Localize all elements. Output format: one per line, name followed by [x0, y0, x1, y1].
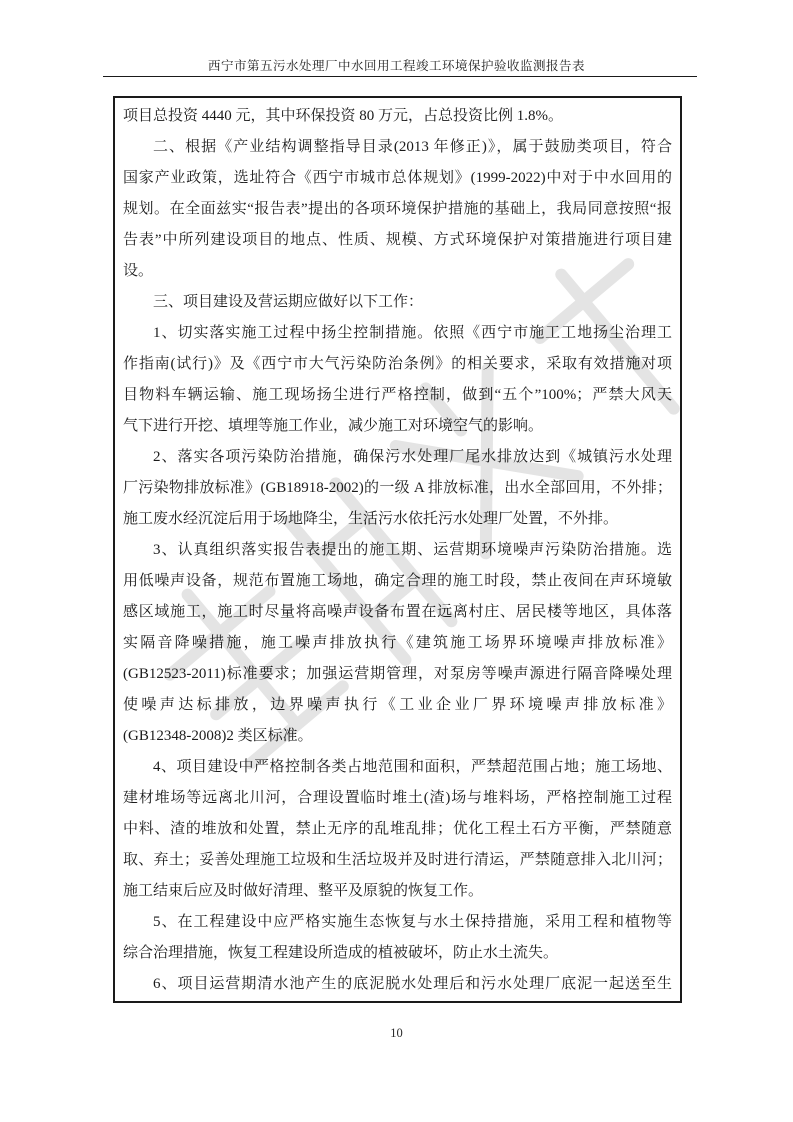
text-line: 使噪声达标排放，边界噪声执行《工业企业厂界环境噪声排放标准》 [123, 697, 672, 713]
text-line: 设。 [123, 263, 154, 279]
text-line: 项目总投资 4440 元，其中环保投资 80 万元，占总投资比例 1.8%。 [123, 108, 563, 124]
text-line: 国家产业政策，选址符合《西宁市城市总体规划》(1999-2022)中对于中水回用的 [123, 170, 672, 186]
text-line: 作指南(试行)》及《西宁市大气污染防治条例》的相关要求，采取有效措施对项 [123, 356, 672, 372]
text-line: 2、落实各项污染防治措施，确保污水处理厂尾水排放达到《城镇污水处理 [153, 449, 672, 465]
text-line: 二、根据《产业结构调整指导目录(2013 年修正)》，属于鼓励类项目，符合 [153, 139, 672, 155]
text-line: 3、认真组织落实报告表提出的施工期、运营期环境噪声污染防治措施。选 [153, 542, 672, 558]
text-line: 施工结束后应及时做好清理、整平及原貌的恢复工作。 [123, 883, 484, 899]
text-line: 施工废水经沉淀后用于场地降尘，生活污水依托污水处理厂处置，不外排。 [123, 511, 619, 527]
text-line: 综合治理措施，恢复工程建设所造成的植被破坏，防止水土流失。 [123, 945, 559, 961]
text-line: 建材堆场等远离北川河，合理设置临时堆土(渣)场与堆料场，严格控制施工过程 [123, 790, 672, 806]
paragraph [123, 535, 672, 752]
paragraph [123, 132, 672, 287]
text-line: 厂污染物排放标准》(GB18918-2002)的一级 A 排放标准，出水全部回用，不外排； [123, 480, 672, 496]
text-line: 告表”中所列建设项目的地点、性质、规模、方式环境保护对策措施进行项目建 [123, 232, 672, 248]
paragraph [123, 442, 672, 535]
text-line: (GB12523-2011)标准要求；加强运营期管理，对泵房等噪声源进行隔音降噪处理 [123, 666, 672, 682]
page-number: 10 [390, 1026, 403, 1040]
text-line: 三、项目建设及营运期应做好以下工作： [153, 294, 424, 310]
paragraph [123, 318, 672, 442]
paragraph [123, 287, 672, 318]
text-line: 5、在工程建设中应严格实施生态恢复与水土保持措施，采用工程和植物等 [153, 914, 672, 930]
text-line: 用低噪声设备，规范布置施工场地，确定合理的施工时段，禁止夜间在声环境敏 [123, 573, 672, 589]
text-line: 6、项目运营期清水池产生的底泥脱水处理后和污水处理厂底泥一起送至生 [153, 976, 672, 992]
text-line: 1、切实落实施工过程中扬尘控制措施。依照《西宁市施工工地扬尘治理工 [153, 325, 672, 341]
report-cell [113, 96, 682, 1003]
text-line: 目物料车辆运输、施工现场扬尘进行严格控制，做到“五个”100%；严禁大风天 [123, 387, 672, 403]
page-header-title: 西宁市第五污水处理厂中水回用工程竣工环境保护验收监测报告表 [207, 59, 585, 73]
paragraph [123, 752, 672, 907]
text-line: 气下进行开挖、填埋等施工作业，减少施工对环境空气的影响。 [123, 418, 544, 434]
text-line: (GB12348-2008)2 类区标准。 [123, 728, 313, 744]
text-line: 中料、渣的堆放和处置，禁止无序的乱堆乱排；优化工程土石方平衡，严禁随意 [123, 821, 672, 837]
paragraph [123, 101, 672, 132]
header-rule [103, 76, 697, 77]
text-line: 4、项目建设中严格控制各类占地范围和面积，严禁超范围占地；施工场地、 [153, 759, 672, 775]
paragraph [123, 907, 672, 969]
text-line: 取、弃土；妥善处理施工垃圾和生活垃圾并及时进行清运，严禁随意排入北川河； [123, 852, 672, 868]
text-line: 感区域施工，施工时尽量将高噪声设备布置在远离村庄、居民楼等地区，具体落 [123, 604, 672, 620]
text-line: 规划。在全面兹实“报告表”提出的各项环境保护措施的基础上，我局同意按照“报 [123, 201, 672, 217]
text-line: 实隔音降噪措施，施工噪声排放执行《建筑施工场界环境噪声排放标准》 [123, 635, 672, 651]
paragraph [123, 969, 672, 1000]
